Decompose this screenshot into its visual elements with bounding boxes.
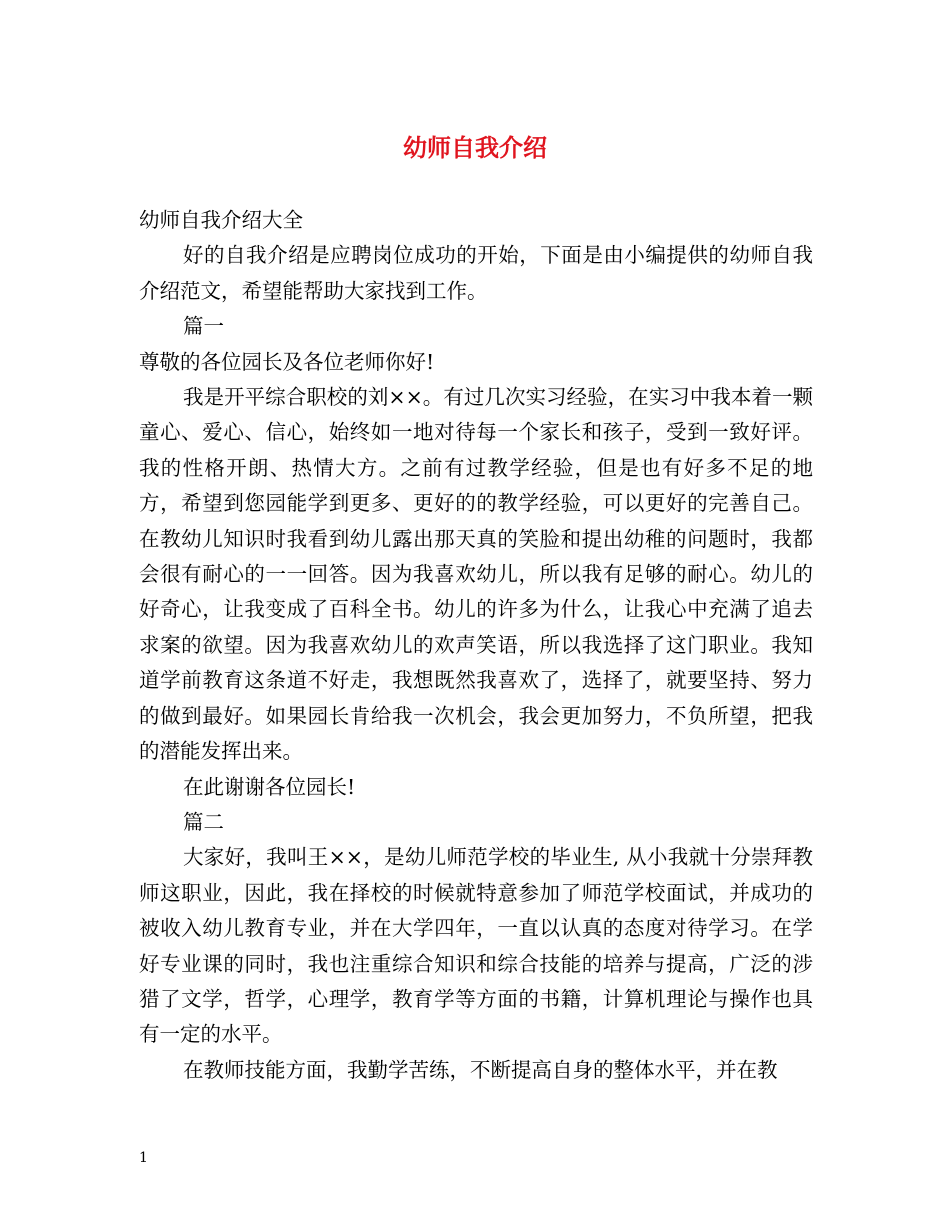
body-paragraph-three: 在教师技能方面，我勤学苦练，不断提高自身的整体水平，并在教 bbox=[183, 1057, 778, 1082]
greeting-paragraph: 尊敬的各位园长及各位老师你好! bbox=[139, 349, 435, 374]
body-paragraph-one: 我是开平综合职校的刘××。有过几次实习经验，在实习中我本着一颗童心、爱心、信心，始终如一地对待每一个家长和孩子，受到一致好评。我的性格开朗、热情大方。之前有过教学经验，但是也有好多不足的地方，希望到您园能学到更多、更好的的教学经验，可以更好的完善自己。在教幼儿知识时我看到幼儿露出那天真的笑脸和提出幼稚的问题时，我都会很有耐心的一一回答。因为我喜欢幼儿，所以我有足够的耐心。幼儿的好奇心，让我变成了百科全书。幼儿的许多为什么，让我心中充满了追去求案的欲望。因为我喜欢幼儿的欢声笑语，所以我选择了这门职业。我知道学前教育这条道不好走，我想既然我喜欢了，选择了，就要坚持、努力的做到最好。如果园长肯给我一次机会，我会更加努力，不负所望，把我的潜能发挥出来。 bbox=[139, 385, 813, 764]
document-title: 幼师自我介绍 bbox=[403, 133, 547, 162]
subtitle-paragraph: 幼师自我介绍大全 bbox=[139, 208, 303, 232]
thanks-paragraph: 在此谢谢各位园长! bbox=[183, 774, 356, 799]
section-heading-one: 篇一 bbox=[183, 314, 224, 339]
intro-paragraph: 好的自我介绍是应聘岗位成功的开始，下面是由小编提供的幼师自我介绍范文，希望能帮助大家找到工作。 bbox=[139, 243, 813, 303]
section-heading-two: 篇二 bbox=[183, 809, 224, 834]
body-paragraph-two: 大家好，我叫王××，是幼儿师范学校的毕业生, 从小我就十分崇拜教师这职业，因此，我在择校的时候就特意参加了师范学校面试，并成功的被收入幼儿教育专业，并在大学四年，一直以认真的态度对待学习。在学好专业课的同时，我也注重综合知识和综合技能的培养与提高，广泛的涉猎了文学，哲学，心理学，教育学等方面的书籍，计算机理论与操作也具有一定的水平。 bbox=[139, 845, 813, 1047]
page-number: 1 bbox=[139, 1150, 148, 1166]
document-body bbox=[139, 203, 813, 1088]
